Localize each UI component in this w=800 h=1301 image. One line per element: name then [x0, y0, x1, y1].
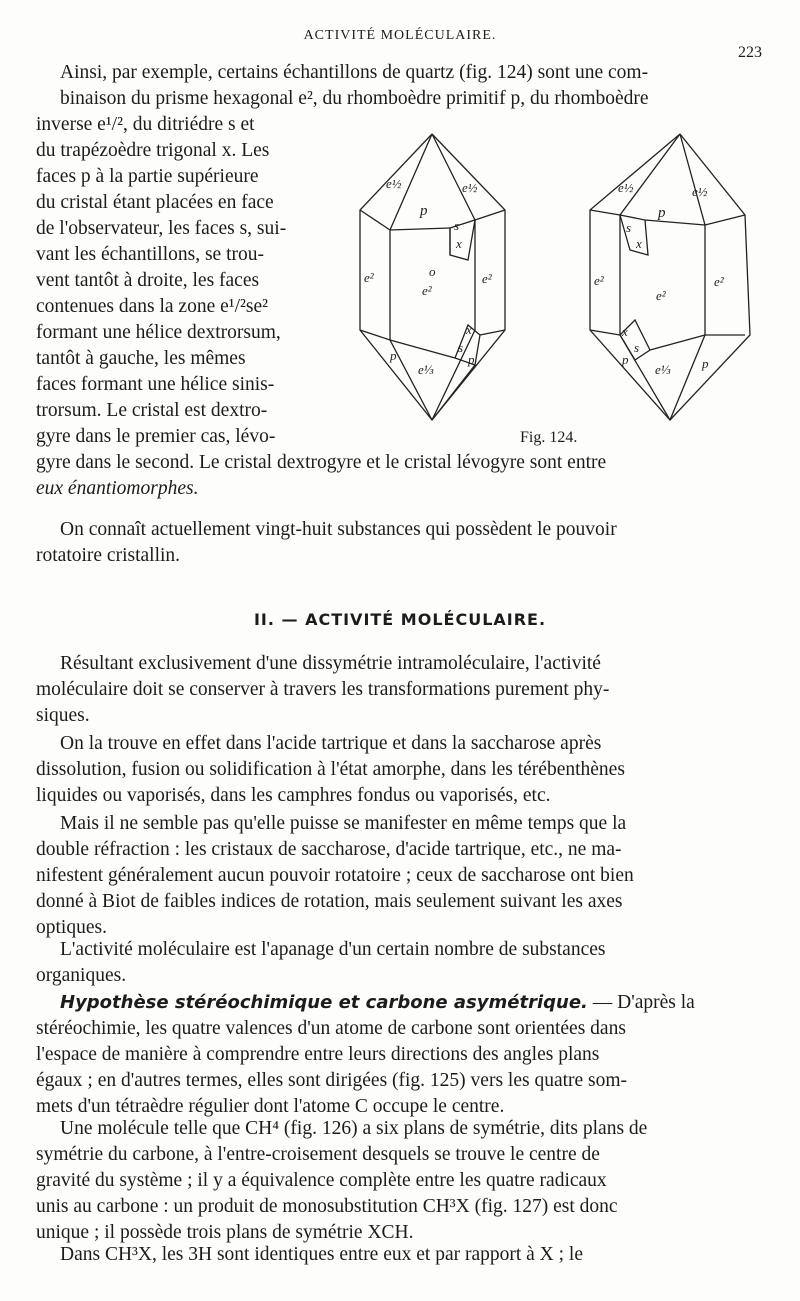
paragraph-dissymmetry [36, 651, 766, 729]
label-e2: e² [594, 273, 604, 288]
text-line: de l'observateur, les faces s, sui- [36, 218, 287, 239]
text-line: On connaît actuellement vingt-huit substances qui possèdent le pouvoir [60, 519, 617, 540]
text-line: Résultant exclusivement d'une dissymétrie intramoléculaire, l'activité [60, 653, 601, 674]
text-line: organiques. [36, 965, 127, 986]
paragraph-ch3x [36, 1242, 766, 1268]
text-line: unique ; il possède trois plans de symétrie XCH. [36, 1222, 414, 1243]
paragraph-stereochemistry [36, 990, 766, 1120]
text-line: vant les échantillons, se trou- [36, 244, 264, 265]
paragraph-organic-substances [36, 937, 766, 989]
label-e-third: e⅓ [418, 362, 434, 377]
label-e2: e² [714, 274, 724, 289]
label-e-half: e½ [386, 176, 402, 191]
text-line: égaux ; en d'autres termes, elles sont dirigées (fig. 125) vers les quatre som- [36, 1070, 628, 1091]
label-p: p [468, 352, 475, 367]
label-s: s [626, 220, 632, 235]
text-line: siques. [36, 705, 90, 726]
text-line: Mais il ne semble pas qu'elle puisse se manifester en même temps que la [60, 813, 627, 834]
label-e-half: e½ [692, 184, 708, 199]
figure-caption: Fig. 124. [520, 429, 578, 446]
label-e2: e² [364, 270, 374, 285]
paragraph-tartaric-acid [36, 731, 766, 809]
text-line: unis au carbone : un produit de monosubstitution CH³X (fig. 127) est donc [36, 1196, 618, 1217]
text-line: nifestent généralement aucun pouvoir rotatoire ; ceux de saccharose ont bien [36, 865, 634, 886]
label-e2: e² [656, 288, 666, 303]
text-line: gyre dans le second. Le cristal dextrogyre et le cristal lévogyre sont entre [36, 452, 607, 473]
text-line: contenues dans la zone e¹/²se² [36, 296, 268, 317]
paragraph-quartz-example [60, 60, 765, 112]
text-line: binaison du prisme hexagonal e², du rhomboèdre primitif p, du rhomboèdre [60, 88, 649, 109]
text-line: vent tantôt à droite, les faces [36, 270, 260, 291]
subsection-heading: Hypothèse stéréochimique et carbone asymétrique. [60, 992, 588, 1013]
text-line: liquides ou vaporisés, dans les camphres fondus ou vaporisés, etc. [36, 785, 551, 806]
paragraph-rotatory-power [36, 517, 766, 569]
text-line: rotatoire cristallin. [36, 545, 181, 566]
text-line: inverse e¹/², du ditriédre s et [36, 114, 255, 135]
section-title: II. — ACTIVITÉ MOLÉCULAIRE. [253, 610, 547, 629]
text-line: gyre dans le premier cas, lévo- [36, 426, 276, 447]
text-line: gravité du système ; il y a équivalence complète entre les quatre radicaux [36, 1170, 607, 1191]
text-line: double réfraction : les cristaux de saccharose, d'acide tartrique, etc., ne ma- [36, 839, 622, 860]
text-line: — D'après la [587, 992, 695, 1013]
label-o: o [429, 264, 436, 279]
text-line: symétrie du carbone, à l'entre-croisement desquels se trouve le centre de [36, 1144, 600, 1165]
running-head: ACTIVITÉ MOLÉCULAIRE. [303, 28, 497, 43]
label-s: s [634, 340, 640, 355]
text-line: du cristal étant placées en face [36, 192, 274, 213]
label-e-half: e½ [618, 180, 634, 195]
text-line: l'espace de manière à comprendre entre leurs directions des angles plans [36, 1044, 600, 1065]
text-line: du trapézoèdre trigonal x. Les [36, 140, 270, 161]
text-line: L'activité moléculaire est l'apanage d'un certain nombre de substances [60, 939, 606, 960]
text-line: faces p à la partie supérieure [36, 166, 259, 187]
crystal-levogyre [590, 134, 750, 420]
text-line: On la trouve en effet dans l'acide tartrique et dans la saccharose après [60, 733, 602, 754]
text-line: optiques. [36, 917, 107, 938]
label-p: p [390, 348, 397, 363]
label-x: x [636, 236, 642, 251]
text-line: eux énantiomorphes. [36, 478, 199, 499]
text-line: Dans CH³X, les 3H sont identiques entre eux et par rapport à X ; le [60, 1244, 584, 1265]
label-e2: e² [422, 283, 432, 298]
label-p: p [622, 352, 629, 367]
paragraph-quartz-wrap [36, 112, 346, 450]
paragraph-methane-symmetry [36, 1116, 766, 1246]
label-x: x [456, 236, 462, 251]
label-p: p [658, 205, 666, 221]
label-e2: e² [482, 271, 492, 286]
text-line: formant une hélice dextrorsum, [36, 322, 281, 343]
text-line: moléculaire doit se conserver à travers les transformations purement phy- [36, 679, 610, 700]
label-x: x [622, 324, 628, 339]
text-line: Une molécule telle que CH⁴ (fig. 126) a six plans de symétrie, dits plans de [60, 1118, 648, 1139]
paragraph-double-refraction [36, 811, 766, 941]
text-line: Ainsi, par exemple, certains échantillons de quartz (fig. 124) sont une com- [60, 62, 649, 83]
text-line: stéréochimie, les quatre valences d'un atome de carbone sont orientées dans [36, 1018, 626, 1039]
label-e-half: e½ [462, 180, 478, 195]
figure-124-quartz-crystals [350, 120, 770, 460]
text-line: donné à Biot de faibles indices de rotation, mais seulement suivant les axes [36, 891, 623, 912]
label-x: x [466, 322, 472, 337]
text-line: faces formant une hélice sinis- [36, 374, 275, 395]
text-line: dissolution, fusion ou solidification à l'état amorphe, dans les térébenthènes [36, 759, 625, 780]
label-p: p [702, 356, 709, 371]
text-line: tantôt à gauche, les mêmes [36, 348, 246, 369]
text-line: trorsum. Le cristal est dextro- [36, 400, 268, 421]
label-s: s [454, 218, 460, 233]
label-s: s [458, 340, 464, 355]
label-e-third: e⅓ [655, 362, 671, 377]
text-line: mets d'un tétraèdre régulier dont l'atome C occupe le centre. [36, 1096, 505, 1117]
page-number: 223 [738, 44, 762, 61]
label-p: p [420, 203, 428, 219]
